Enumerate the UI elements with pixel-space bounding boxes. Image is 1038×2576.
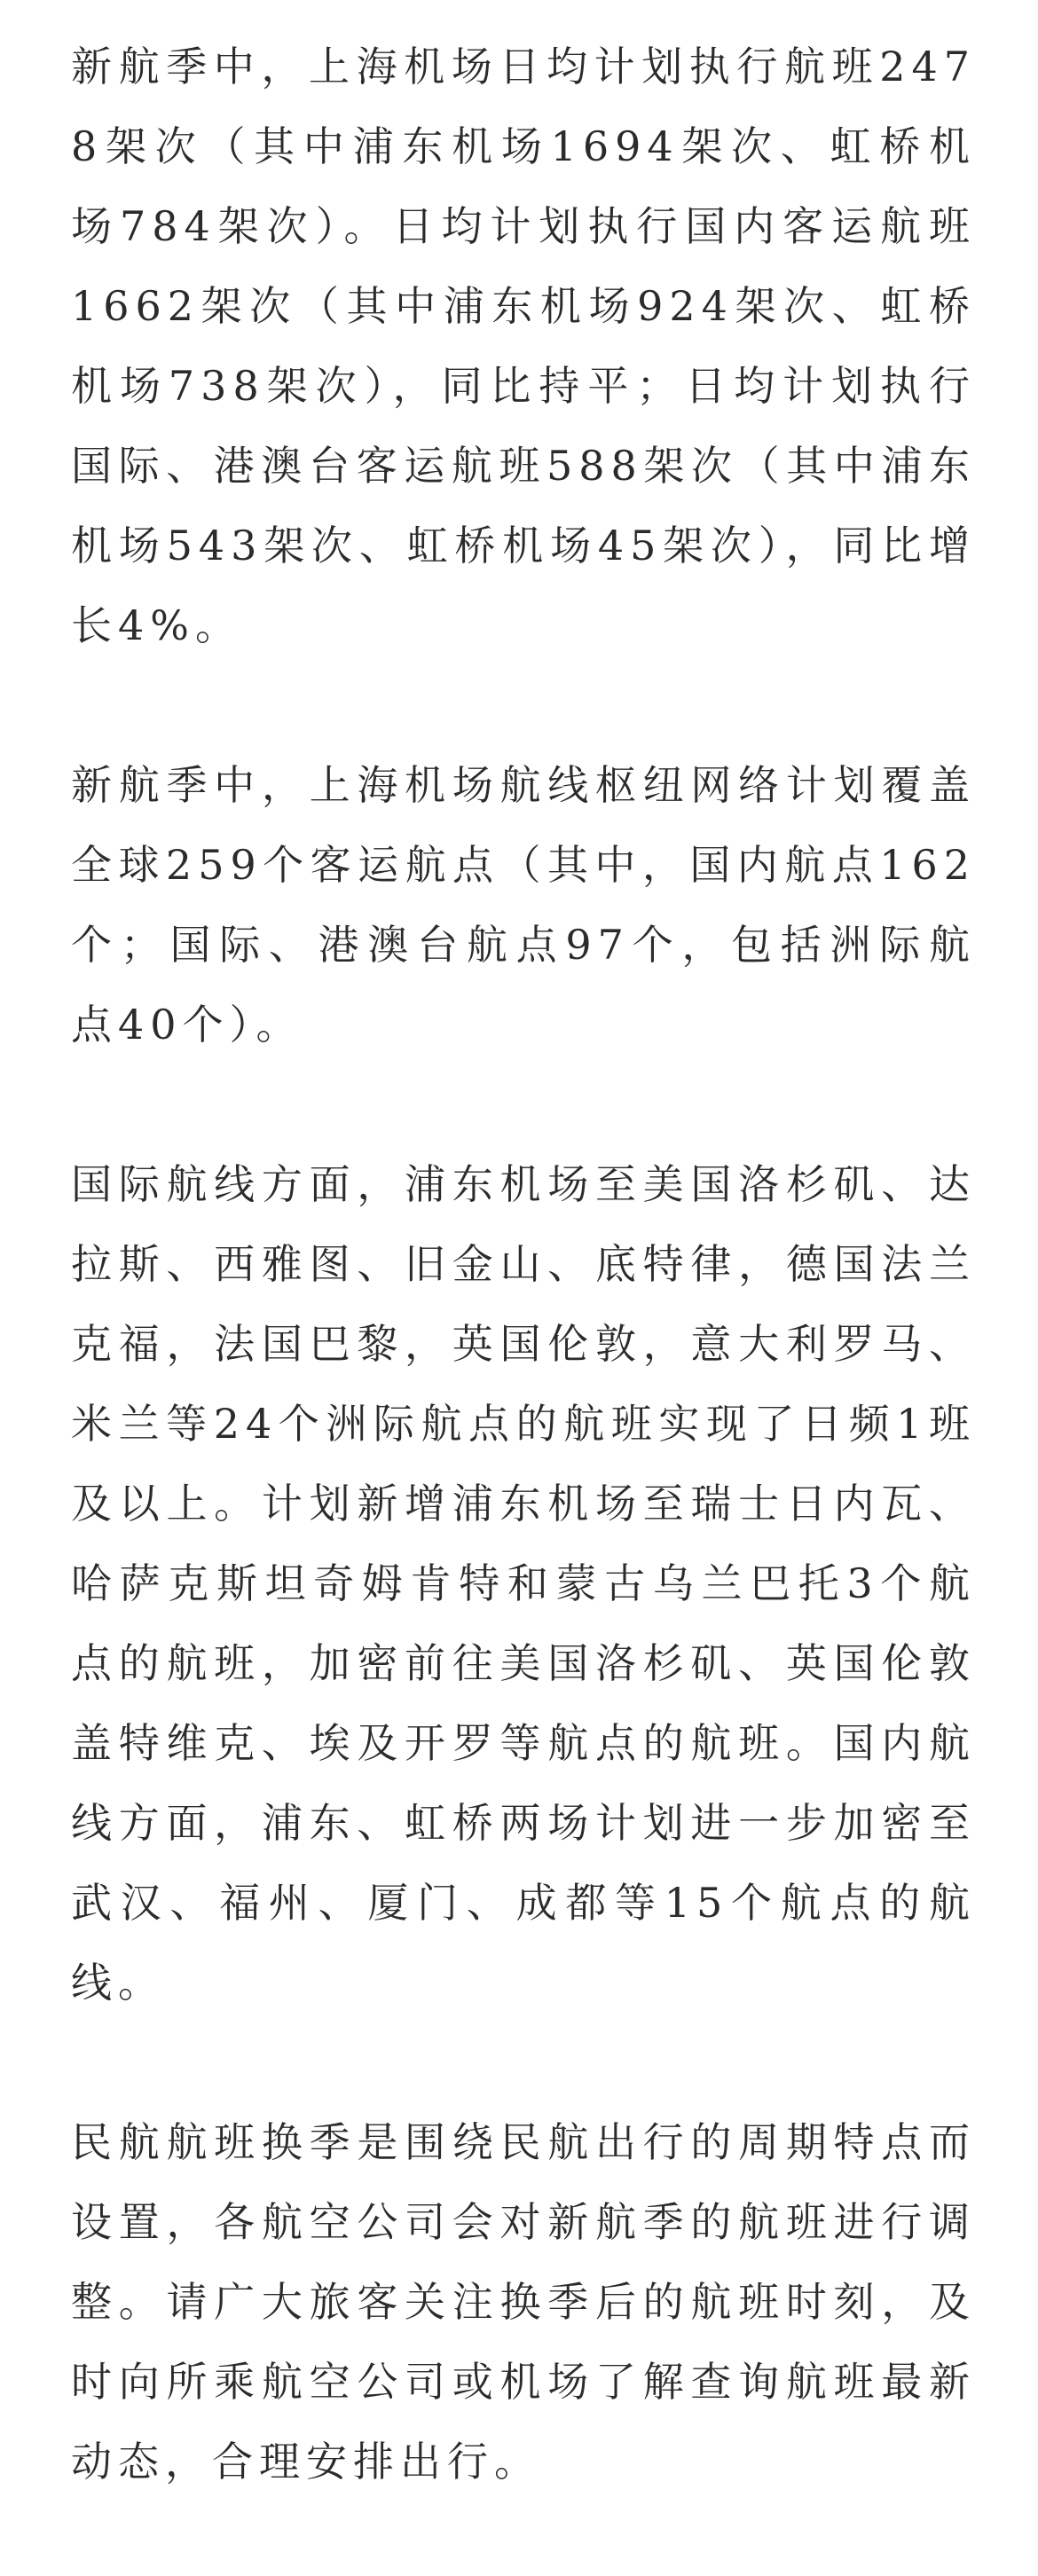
paragraph-route-details: 国际航线方面，浦东机场至美国洛杉矶、达拉斯、西雅图、旧金山、底特律，德国法兰克福，法国巴黎，英国伦敦，意大利罗马、米兰等24个洲际航点的航班实现了日频1班及以上。计划新增浦东机场至瑞士日内瓦、哈萨克斯坦奇姆肯特和蒙古乌兰巴托3个航点的航班，加密前往美国洛杉矶、英国伦敦盖特维克、埃及开罗等航点的航班。国内航线方面，浦东、虹桥两场计划进一步加密至武汉、福州、厦门、成都等15个航点的航线。	[71, 1160, 976, 2007]
paragraph-flight-volume: 新航季中，上海机场日均计划执行航班2478架次（其中浦东机场1694架次、虹桥机场784架次）。日均计划执行国内客运航班1662架次（其中浦东机场924架次、虹桥机场738架次），同比持平；日均计划执行国际、港澳台客运航班588架次（其中浦东机场543架次、虹桥机场45架次），同比增长4%。	[71, 43, 976, 649]
paragraph-travel-advice: 民航航班换季是围绕民航出行的周期特点而设置，各航空公司会对新航季的航班进行调整。请广大旅客关注换季后的航班时刻，及时向所乘航空公司或机场了解查询航班最新动态，合理安排出行。	[71, 2118, 976, 2486]
paragraph-route-network: 新航季中，上海机场航线枢纽网络计划覆盖全球259个客运航点（其中，国内航点162个；国际、港澳台航点97个，包括洲际航点40个）。	[71, 761, 976, 1048]
